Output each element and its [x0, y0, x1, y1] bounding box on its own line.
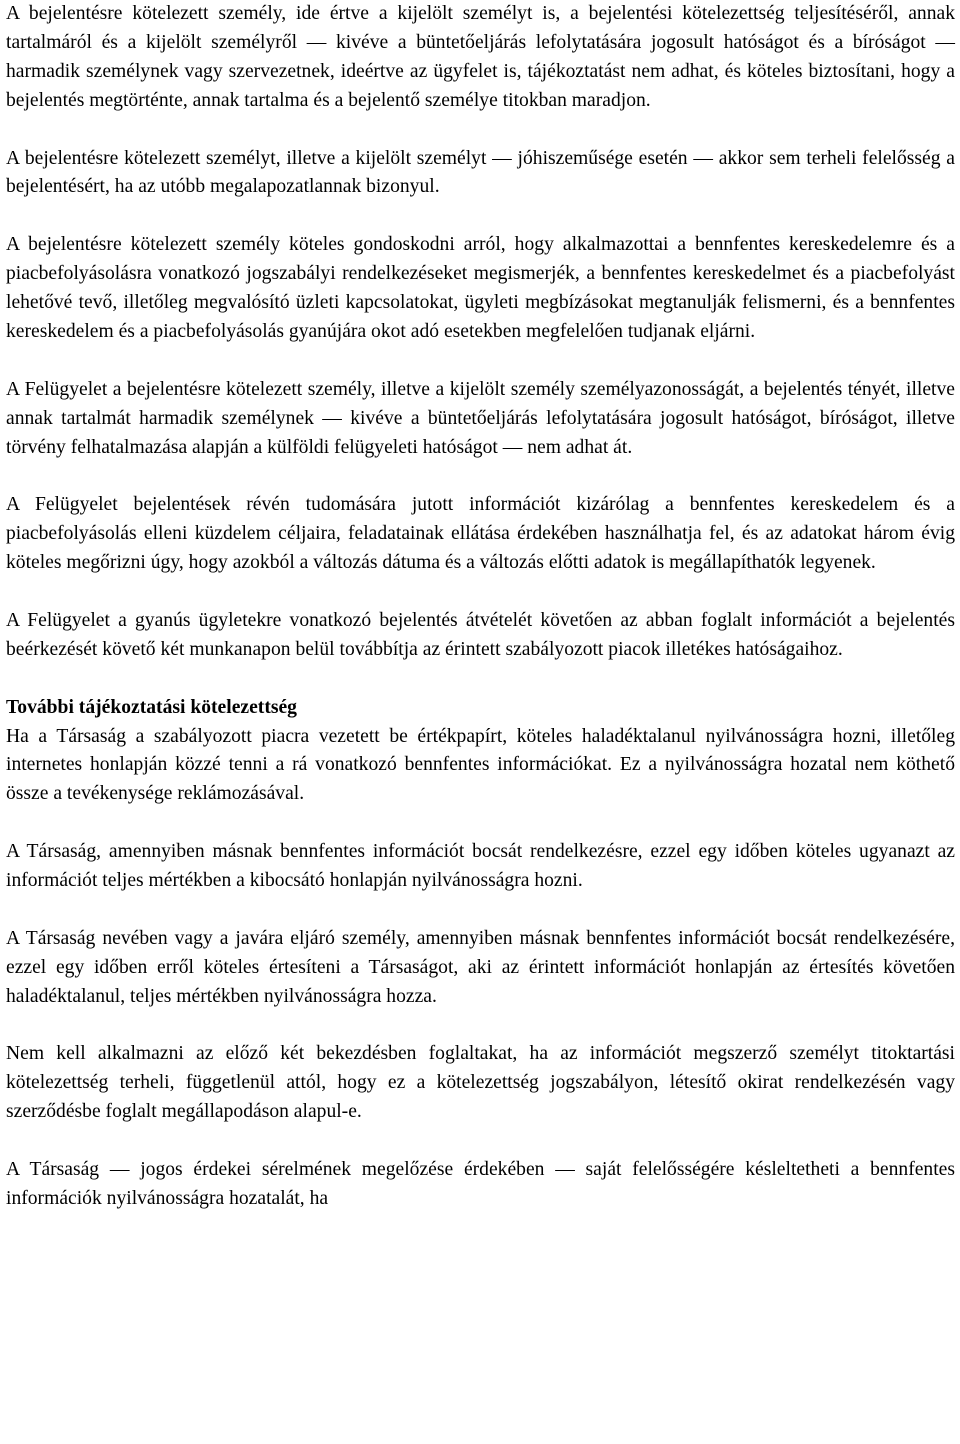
- paragraph-delay: A Társaság — jogos érdekei sérelmének megelőzése érdekében — saját felelősségére késleltetheti a bennfentes információk nyilvánosságra hozatalát, ha: [6, 1159, 955, 1209]
- section-heading: További tájékoztatási kötelezettség: [6, 696, 297, 718]
- paragraph-data-retention: A Felügyelet bejelentések révén tudomására jutott információt kizárólag a bennfentes kereskedelem és a piacbefolyásolás elleni küzdelem céljaira, feladatainak ellátása érdekében használhatja fel, és az adatokat három évig köteles megőrizni úgy, hogy azokból a változás dátuma és a változás előtti adatok is megállapíthatók legyenek.: [6, 494, 955, 574]
- paragraph-simultaneous-disclosure: A Társaság, amennyiben másnak bennfentes információt bocsát rendelkezésre, ezzel egy időben köteles ugyanazt az információt teljes mértékben a kibocsátó honlapján nyilvánosságra hozni.: [6, 841, 955, 892]
- paragraph-liability: A bejelentésre kötelezett személyt, illetve a kijelölt személyt — jóhiszeműsége esetén — akkor sem terheli felelősség a bejelentésért, ha az utóbb megalapozatlannak bizonyul.: [6, 147, 955, 198]
- document-page: [6, 0, 955, 1214]
- paragraph-confidentiality: A bejelentésre kötelezett személy, ide értve a kijelölt személyt is, a bejelentési kötelezettség teljesítéséről, annak tartalmáról és a kijelölt személyről — kivéve a büntetőeljárás lefolytatására jogosult hatóságot és a bíróságot — harmadik személynek vagy szervezetnek, ideértve az ügyfelet is, tájékoztatást nem adhat, és köteles biztosítani, hogy a bejelentés megtörténte, annak tartalma és a bejelentő személye titokban maradjon.: [6, 3, 955, 111]
- paragraph-forwarding: A Felügyelet a gyanús ügyletekre vonatkozó bejelentés átvételét követően az abban foglalt információt a bejelentés beérkezését követő két munkanapon belül továbbítja az érintett szabályozott piacok illetékes hatóságaihoz.: [6, 609, 955, 660]
- paragraph-exception: Nem kell alkalmazni az előző két bekezdésben foglaltakat, ha az információt megszerző személyt titoktartási kötelezettség terheli, függetlenül attól, hogy ez a kötelezettség jogszabályon, létesítő okirat rendelkezésén vagy szerződésbe foglalt megállapodáson alapul-e.: [6, 1043, 955, 1123]
- paragraph-publication-duty: Ha a Társaság a szabályozott piacra vezetett be értékpapírt, köteles haladéktalanul nyilvánosságra hozni, illetőleg internetes honlapján közzé tenni a rá vonatkozó bennfentes információkat. Ez a nyilvánosságra hozatal nem köthető össze a tevékenysége reklámozásával.: [6, 725, 955, 805]
- paragraph-employee-training: A bejelentésre kötelezett személy köteles gondoskodni arról, hogy alkalmazottai a bennfentes kereskedelemre és a piacbefolyásolásra vonatkozó jogszabályi rendelkezéseket megismerjék, a bennfentes kereskedelmet és a piacbefolyást lehetővé tevő, illetőleg megvalósító üzleti kapcsolatokat, ügyleti megbízásokat megtanulják felismerni, és a bennfentes kereskedelem és a piacbefolyásolás gyanújára okot adó esetekben megfelelően tudjanak eljárni.: [6, 234, 955, 342]
- paragraph-agent-notification: A Társaság nevében vagy a javára eljáró személy, amennyiben másnak bennfentes információt bocsát rendelkezésére, ezzel egy időben erről köteles értesíteni a Társaságot, aki az érintett információt honlapján az értesítés követően haladéktalanul, teljes mértékben nyilvánosságra hozza.: [6, 927, 955, 1007]
- paragraph-supervisor-disclosure: A Felügyelet a bejelentésre kötelezett személy, illetve a kijelölt személy személyazonosságát, a bejelentés tényét, illetve annak tartalmát harmadik személynek — kivéve a büntetőeljárás lefolytatására jogosult hatóságot, bíróságot, illetve törvény felhatalmazása alapján a külföldi felügyeleti hatóságot — nem adhat át.: [6, 378, 955, 458]
